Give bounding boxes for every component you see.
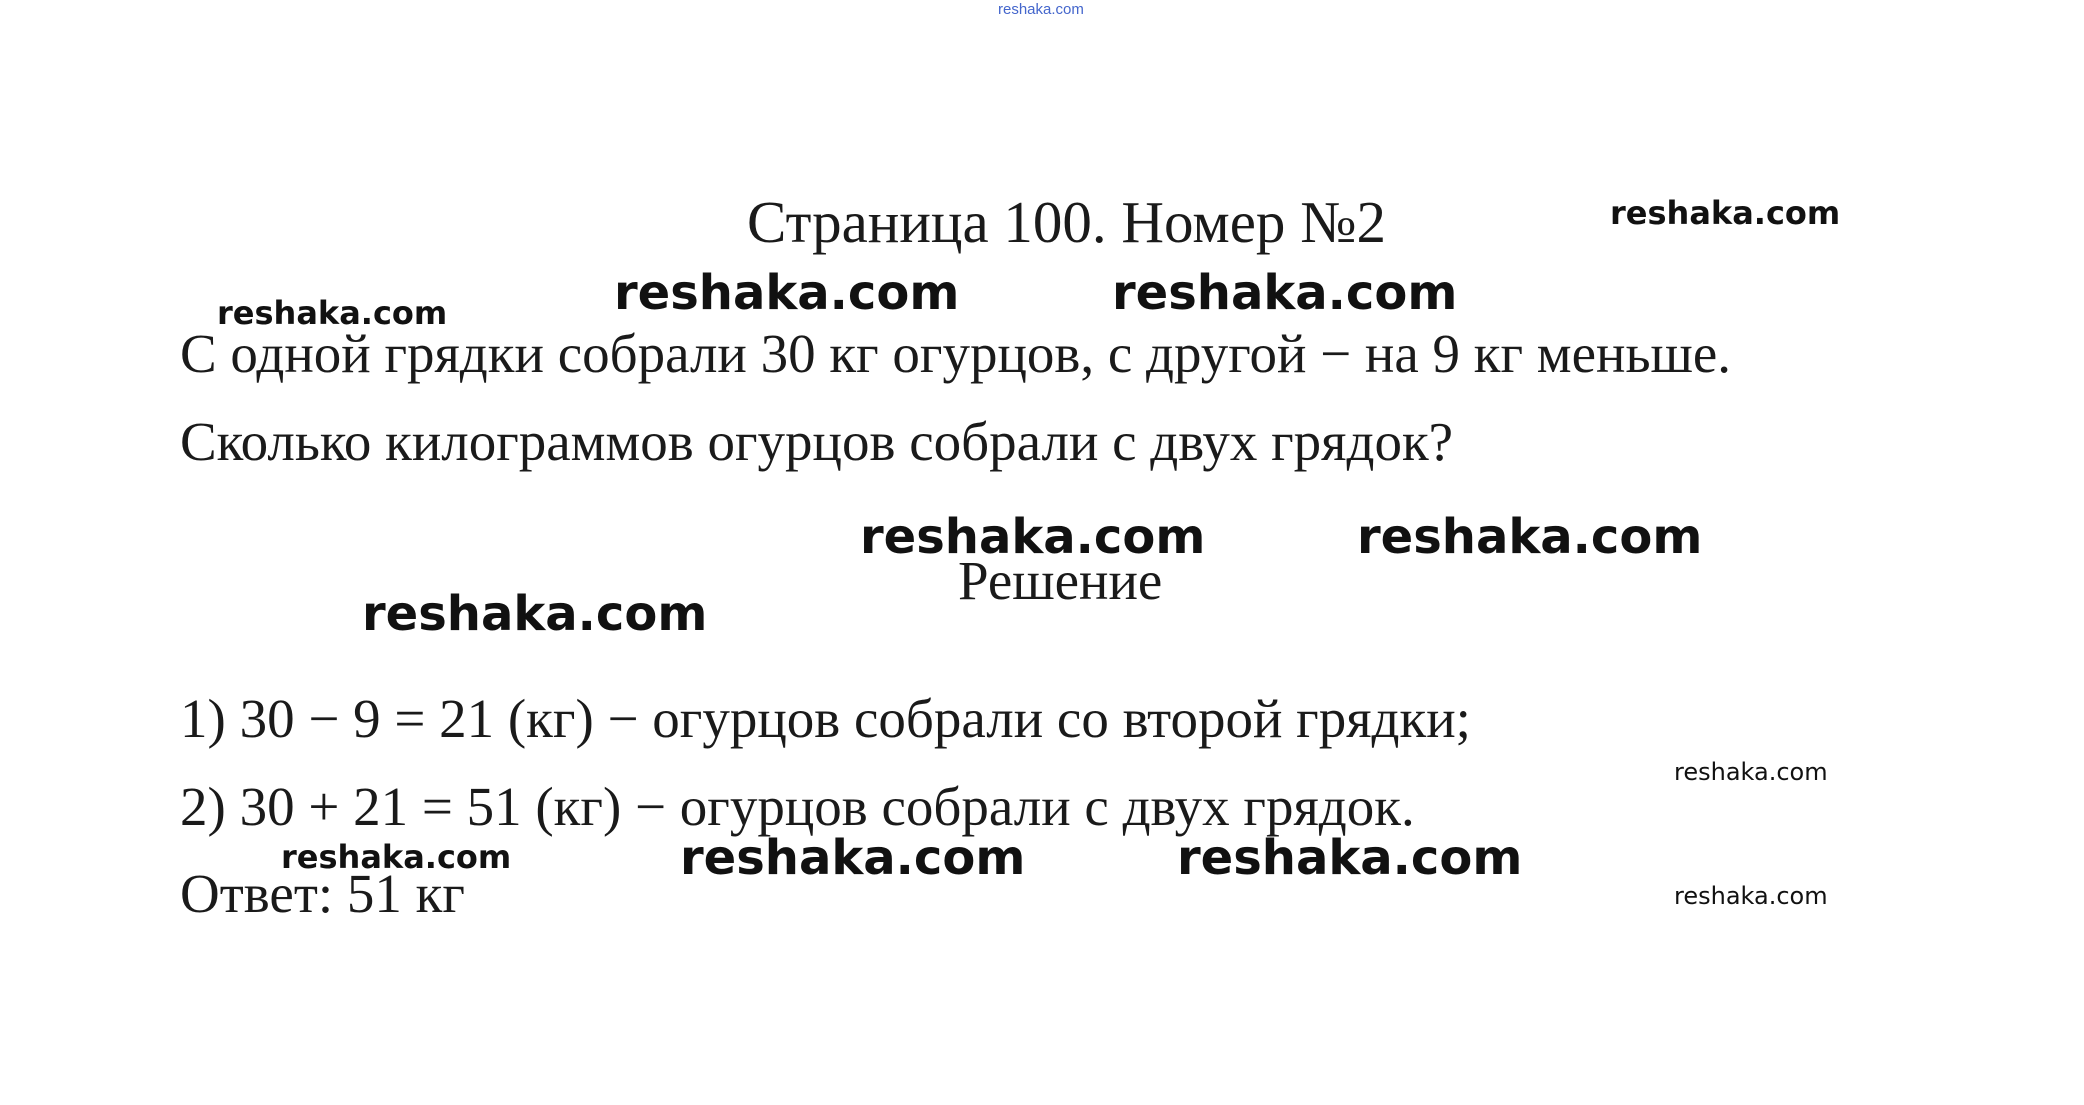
watermark: reshaka.com xyxy=(1177,830,1523,886)
page-title: Страница 100. Номер №2 xyxy=(747,189,1386,255)
watermark: reshaka.com xyxy=(1112,265,1458,321)
solution-step: 1) 30 − 9 = 21 (кг) − огурцов собрали со второй грядки; xyxy=(180,688,1471,749)
problem-line: С одной грядки собрали 30 кг огурцов, с другой − на 9 кг меньше. xyxy=(180,323,1732,384)
watermark: reshaka.com xyxy=(1610,194,1841,232)
problem-line: Сколько килограммов огурцов собрали с двух грядок? xyxy=(180,411,1454,472)
answer-line: Ответ: 51 кг xyxy=(180,863,465,924)
watermark: reshaka.com xyxy=(1357,509,1703,565)
watermark: reshaka.com xyxy=(614,265,960,321)
watermark: reshaka.com xyxy=(281,838,512,876)
watermark: reshaka.com xyxy=(362,586,708,642)
watermark-header-link[interactable]: reshaka.com xyxy=(998,1,1084,18)
watermark: reshaka.com xyxy=(680,830,1026,886)
watermark: reshaka.com xyxy=(217,294,448,332)
solution-step: 2) 30 + 21 = 51 (кг) − огурцов собрали с двух грядок. xyxy=(180,776,1415,837)
watermark: reshaka.com xyxy=(860,509,1206,565)
watermark: reshaka.com xyxy=(1674,758,1828,786)
watermark: reshaka.com xyxy=(1674,882,1828,910)
solution-heading: Решение xyxy=(958,550,1163,611)
